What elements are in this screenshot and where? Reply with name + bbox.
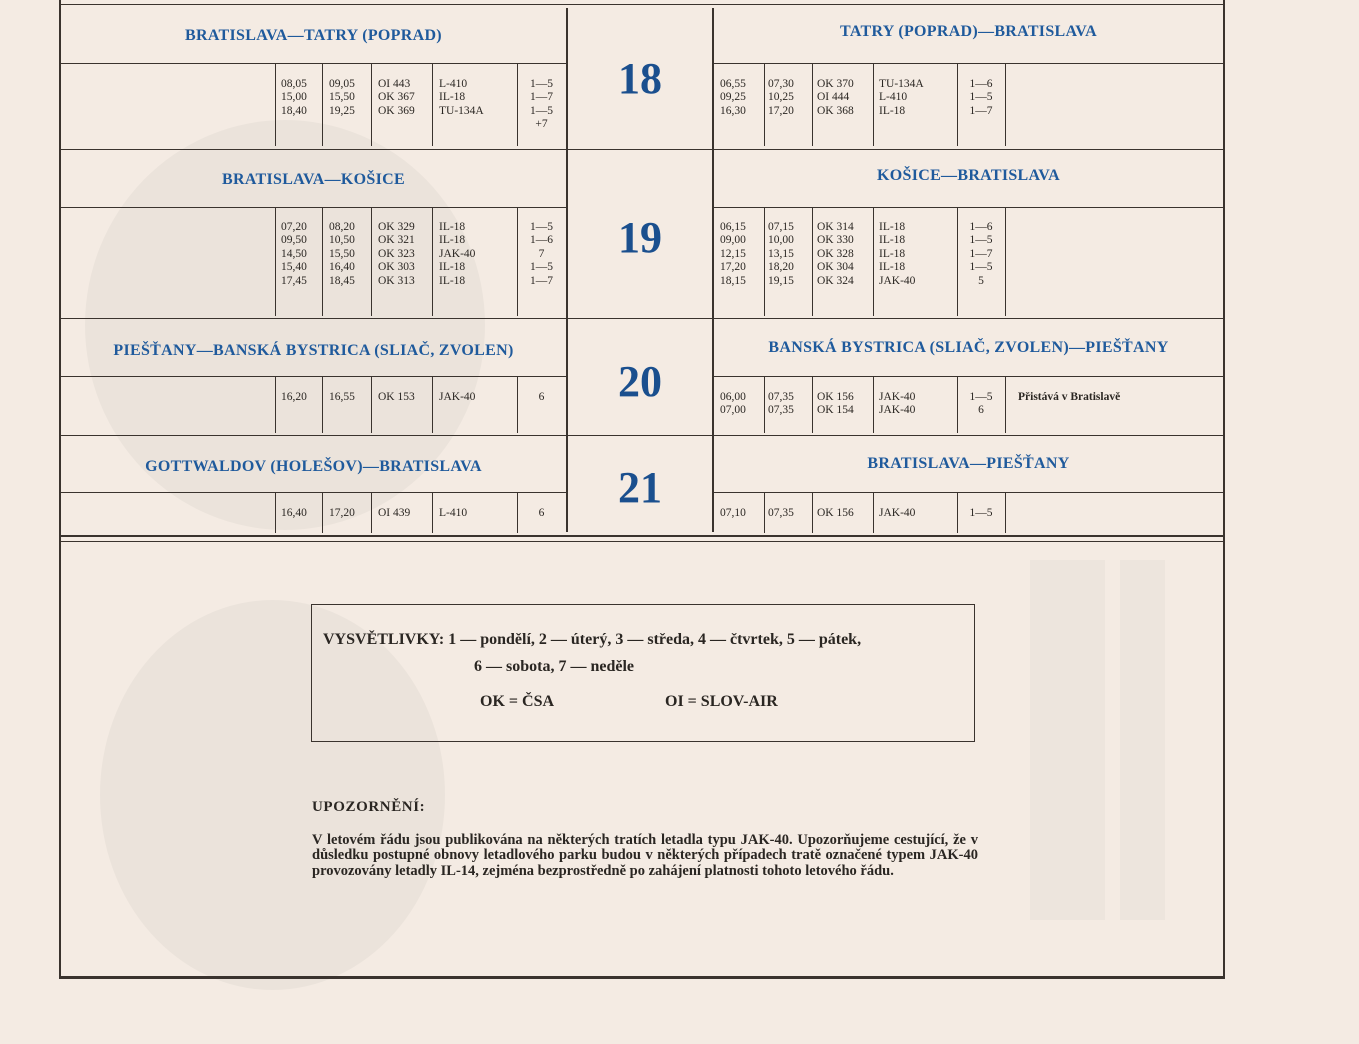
- legend-line-1: VYSVĚTLIVKY: 1 — pondělí, 2 — úterý, 3 — středa, 4 — čtvrtek, 5 — pátek,: [323, 631, 862, 648]
- operating-days: 1—5: [969, 507, 993, 519]
- background-bar-1: [1030, 560, 1105, 920]
- operating-days: 1—6 1—5 1—7: [969, 78, 993, 117]
- arrival-times: 07,30 10,25 17,20: [768, 78, 794, 117]
- frame-top: [59, 4, 1225, 5]
- arrival-times: 09,05 15,50 19,25: [329, 78, 355, 117]
- arrival-times: 17,20: [329, 507, 355, 519]
- route-title-right-18: TATRY (POPRAD)—BRATISLAVA: [840, 23, 1097, 40]
- flight-numbers: OK 329 OK 321 OK 323 OK 303 OK 313: [378, 221, 415, 287]
- remark: Přistává v Bratislavě: [1018, 391, 1121, 403]
- frame-right: [1223, 0, 1225, 978]
- route-title-right-20: BANSKÁ BYSTRICA (SLIAČ, ZVOLEN)—PIEŠŤANY: [768, 339, 1169, 356]
- departure-times: 07,20 09,50 14,50 15,40 17,45: [281, 221, 307, 287]
- section-separator-20: [59, 318, 1225, 319]
- route-title-left-20: PIEŠŤANY—BANSKÁ BYSTRICA (SLIAČ, ZVOLEN): [113, 342, 514, 359]
- aircraft-types: TU-134A L-410 IL-18: [879, 78, 924, 117]
- notice-text: V letovém řádu jsou publikována na některých tratích letadla typu JAK-40. Upozorňujeme cestující, že v důsledku postupné obnovy letadlového parku budou v některých případech tratě označené typem JAK-40 provozovány letadly IL-14, zejména bezprostředně po zahájení platnosti tohoto letového řádu.: [312, 832, 978, 879]
- background-bar-2: [1120, 560, 1165, 920]
- section-number-18: 18: [618, 54, 662, 103]
- table-end-rule-1: [59, 535, 1225, 537]
- departure-times: 16,40: [281, 507, 307, 519]
- legend-box: [311, 604, 975, 742]
- aircraft-types: IL-18 IL-18 JAK-40 IL-18 IL-18: [439, 221, 476, 287]
- operating-days: 1—5 6: [969, 391, 993, 417]
- route-title-left-18: BRATISLAVA—TATRY (POPRAD): [185, 27, 442, 44]
- departure-times: 08,05 15,00 18,40: [281, 78, 307, 117]
- operating-days: 1—5 1—6 7 1—5 1—7: [530, 221, 553, 287]
- flight-numbers: OK 156: [817, 507, 854, 519]
- legend-line-2: 6 — sobota, 7 — neděle: [474, 658, 634, 675]
- aircraft-types: L-410: [439, 507, 468, 519]
- notice-heading: UPOZORNĚNÍ:: [312, 799, 426, 815]
- route-title-right-21: BRATISLAVA—PIEŠŤANY: [867, 455, 1070, 472]
- legend-oi-slovair: OI = SLOV-AIR: [665, 693, 778, 710]
- departure-times: 06,00 07,00: [720, 391, 746, 417]
- departure-times: 07,10: [720, 507, 746, 519]
- section-separator-21: [59, 435, 1225, 436]
- route-title-left-21: GOTTWALDOV (HOLEŠOV)—BRATISLAVA: [145, 458, 482, 475]
- frame-bottom: [59, 976, 1225, 979]
- flight-numbers: OK 153: [378, 391, 415, 403]
- operating-days: 1—5 1—7 1—5 +7: [530, 78, 553, 131]
- arrival-times: 07,15 10,00 13,15 18,20 19,15: [768, 221, 794, 287]
- route-title-left-19: BRATISLAVA—KOŠICE: [222, 171, 405, 188]
- departure-times: 06,55 09,25 16,30: [720, 78, 746, 117]
- arrival-times: 16,55: [329, 391, 355, 403]
- departure-times: 06,15 09,00 12,15 17,20 18,15: [720, 221, 746, 287]
- section-number-21: 21: [618, 463, 662, 512]
- flight-numbers: OK 370 OI 444 OK 368: [817, 78, 854, 117]
- legend-ok-csa: OK = ČSA: [480, 693, 555, 710]
- aircraft-types: JAK-40: [439, 391, 476, 403]
- table-end-rule-2: [59, 541, 1225, 542]
- aircraft-types: L-410 IL-18 TU-134A: [439, 78, 484, 117]
- departure-times: 16,20: [281, 391, 307, 403]
- operating-days: 1—6 1—5 1—7 1—5 5: [969, 221, 993, 287]
- flight-numbers: OK 156 OK 154: [817, 391, 854, 417]
- section-number-20: 20: [618, 357, 662, 406]
- aircraft-types: IL-18 IL-18 IL-18 IL-18 JAK-40: [879, 221, 916, 287]
- route-title-right-19: KOŠICE—BRATISLAVA: [877, 167, 1060, 184]
- aircraft-types: JAK-40: [879, 507, 916, 519]
- section-separator-19: [59, 149, 1225, 150]
- operating-days: 6: [538, 507, 545, 519]
- arrival-times: 07,35 07,35: [768, 391, 794, 417]
- aircraft-types: JAK-40 JAK-40: [879, 391, 916, 417]
- arrival-times: 08,20 10,50 15,50 16,40 18,45: [329, 221, 355, 287]
- operating-days: 6: [538, 391, 545, 403]
- frame-left: [59, 0, 61, 978]
- arrival-times: 07,35: [768, 507, 794, 519]
- flight-numbers: OI 439: [378, 507, 411, 519]
- section-number-19: 19: [618, 213, 662, 262]
- flight-numbers: OI 443 OK 367 OK 369: [378, 78, 415, 117]
- flight-numbers: OK 314 OK 330 OK 328 OK 304 OK 324: [817, 221, 854, 287]
